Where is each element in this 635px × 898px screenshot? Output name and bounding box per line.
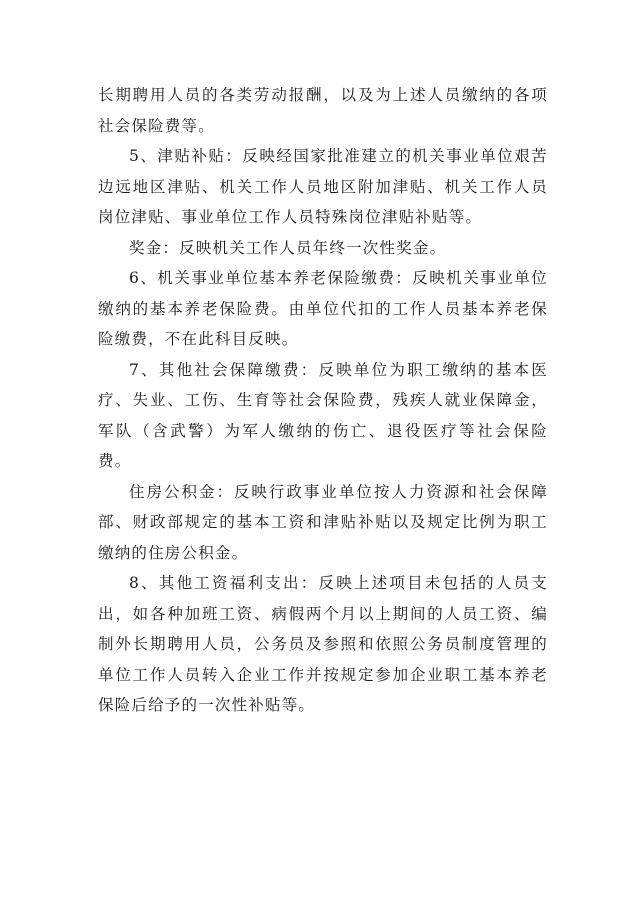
paragraph-continuation: 长期聘用人员的各类劳动报酬，以及为上述人员缴纳的各项社会保险费等。 [98,86,548,135]
paragraph-bonus: 奖金：反映机关工作人员年终一次性奖金。 [129,238,447,257]
paragraph-other-welfare: 8、其他工资福利支出：反映上述项目未包括的人员支出，如各种加班工资、病假两个月以上期间的人员工资、编制外长期聘用人员，公务员及参照和依照公务员制度管理的单位工作人员转入企业工作并按规定参加企业职工基本养老保险后给予的一次性补贴等。 [98,574,548,714]
paragraph-other-social-security: 7、其他社会保障缴费：反映单位为职工缴纳的基本医疗、失业、工伤、生育等社会保险费，残疾人就业保障金，军队（含武警）为军人缴纳的伤亡、退役医疗等社会保险费。 [98,360,548,470]
paragraph-pension-insurance: 6、机关事业单位基本养老保险缴费：反映机关事业单位缴纳的基本养老保险费。由单位代扣的工作人员基本养老保险缴费，不在此科目反映。 [98,269,548,348]
paragraph-allowance-subsidy: 5、津贴补贴：反映经国家批准建立的机关事业单位艰苦边远地区津贴、机关工作人员地区附加津贴、机关工作人员岗位津贴、事业单位工作人员特殊岗位津贴补贴等。 [98,147,548,226]
document-body [98,80,548,721]
paragraph-housing-fund: 住房公积金：反映行政事业单位按人力资源和社会保障部、财政部规定的基本工资和津贴补贴以及规定比例为职工缴纳的住房公积金。 [98,482,548,562]
